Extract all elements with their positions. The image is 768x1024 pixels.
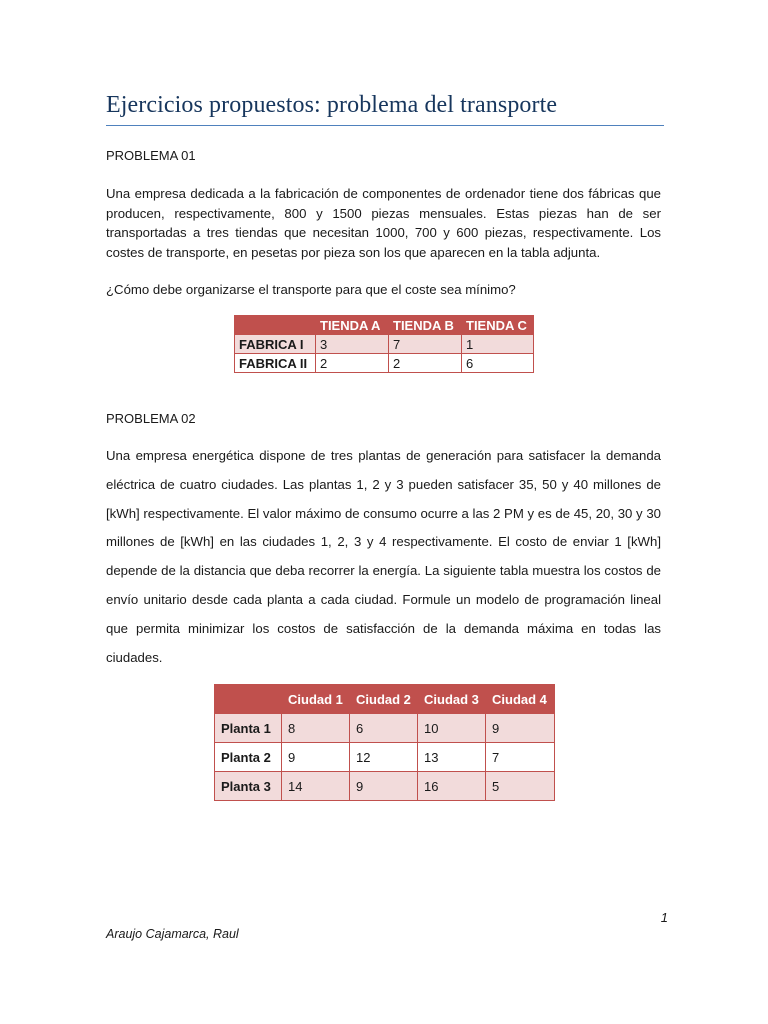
problem-2-text: Una empresa energética dispone de tres plantas de generación para satisfacer la demanda eléctrica de cuatro ciudades. Las plantas 1, 2 y 3 pueden satisfacer 35, 50 y 40 millones de [kWh] respectivamente. El valor máximo de consumo ocurre a las 2 PM y es de 45, 20, 30 y 30 millones de [kWh] en las ciudades 1, 2, 3 y 4 respectivamente. El costo de enviar 1 [kWh] depende de la distancia que deba recorrer la energía. La siguiente tabla muestra los costos de envío unitario desde cada planta a cada ciudad. Formule un modelo de programación lineal que permita minimizar los costos de satisfacción de la demanda máxima en todas las ciudades.: [106, 448, 661, 665]
table-header-cell: Ciudad 2: [350, 685, 418, 714]
problem-1-question: ¿Cómo debe organizarse el transporte para que el coste sea mínimo?: [106, 282, 516, 297]
table-cell: 12: [350, 743, 418, 772]
row-label: Planta 2: [215, 743, 282, 772]
problem-2-cost-table: [214, 684, 555, 801]
table-header-cell: TIENDA B: [389, 316, 462, 335]
footer-author: Araujo Cajamarca, Raul: [106, 927, 239, 941]
table-cell: 1: [462, 335, 534, 354]
table-cell: 9: [282, 743, 350, 772]
table-header-cell: TIENDA A: [316, 316, 389, 335]
table-row: [235, 335, 534, 354]
table-cell: 6: [350, 714, 418, 743]
table-cell: 13: [418, 743, 486, 772]
row-label: FABRICA I: [235, 335, 316, 354]
table-row: [235, 354, 534, 373]
table-cell: 5: [486, 772, 555, 801]
row-label: Planta 1: [215, 714, 282, 743]
problem-1-text: Una empresa dedicada a la fabricación de componentes de ordenador tiene dos fábricas que producen, respectivamente, 800 y 1500 piezas mensuales. Estas piezas han de ser transportadas a tres tiendas que necesitan 1000, 700 y 600 piezas, respectivamente. Los costes de transporte, en pesetas por pieza son los que aparecen en la tabla adjunta.: [106, 186, 661, 260]
table-header-cell: Ciudad 3: [418, 685, 486, 714]
page-number: 1: [660, 910, 668, 925]
table-cell: 7: [389, 335, 462, 354]
table-cell: 2: [389, 354, 462, 373]
table-cell: 2: [316, 354, 389, 373]
table-cell: 14: [282, 772, 350, 801]
table-cell: 10: [418, 714, 486, 743]
row-label: Planta 3: [215, 772, 282, 801]
table-cell: 7: [486, 743, 555, 772]
table-cell: 8: [282, 714, 350, 743]
table-cell: 6: [462, 354, 534, 373]
title-underline: [106, 125, 664, 126]
problem-1-cost-table: [234, 315, 534, 373]
page-title: Ejercicios propuestos: problema del transporte: [106, 92, 558, 118]
table-cell: 9: [486, 714, 555, 743]
table-row: [215, 714, 555, 743]
table-header-cell: [235, 316, 316, 335]
table-header-row: [235, 316, 534, 335]
table-header-row: [215, 685, 555, 714]
table-header-cell: Ciudad 1: [282, 685, 350, 714]
table-header-cell: [215, 685, 282, 714]
table-row: [215, 772, 555, 801]
table-cell: 3: [316, 335, 389, 354]
table-header-cell: TIENDA C: [462, 316, 534, 335]
table-row: [215, 743, 555, 772]
problem-2-heading: PROBLEMA 02: [106, 411, 196, 426]
table-header-cell: Ciudad 4: [486, 685, 555, 714]
table-cell: 9: [350, 772, 418, 801]
table-cell: 16: [418, 772, 486, 801]
row-label: FABRICA II: [235, 354, 316, 373]
problem-1-heading: PROBLEMA 01: [106, 148, 196, 163]
